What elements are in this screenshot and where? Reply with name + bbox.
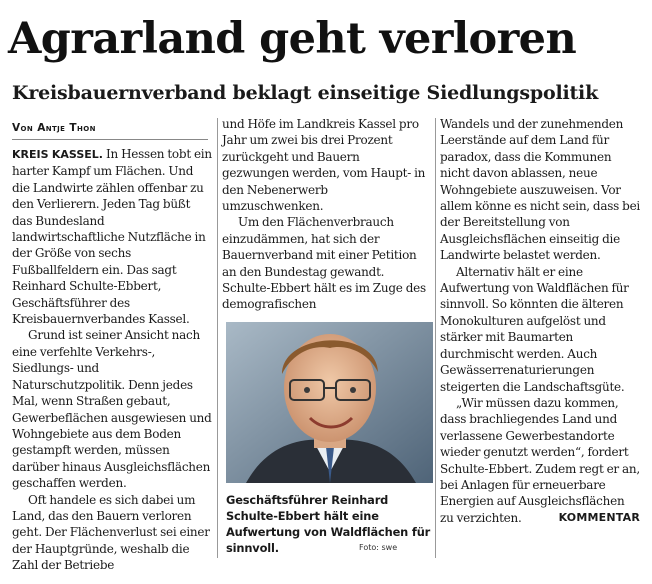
portrait-image [226, 322, 433, 483]
subheadline: Kreisbauernverband beklagt einseitige Siedlungspolitik [12, 82, 599, 104]
paragraph: und Höfe im Landkreis Kassel pro Jahr um zwei bis drei Prozent zurückgeht und Bauern gezwungen werden, vom Haupt- in den Nebenerwerb umzuschwenken. [222, 117, 426, 214]
paragraph: Oft handele es sich dabei um Land, das den Bauern verloren geht. Der Flächenverlust sei einer der Hauptgründe, weshalb die Zahl der Betriebe [12, 492, 210, 573]
paragraph: Um den Flächenverbrauch einzudämmen, hat sich der Bauernverband mit einer Petition an den Bundestag gewandt. Schulte-Ebbert hält es im Zuge des demografischen [222, 215, 426, 312]
article-column-2 [222, 116, 427, 313]
article-column-1 [12, 146, 212, 574]
paragraph [12, 146, 212, 327]
paragraph-text: In Hessen tobt ein harter Kampf um Flächen. Und die Landwirte zählen offenbar zu den Verlierern. Jeden Tag büßt das Bundesland landwirtschaftliche Nutzfläche in der Größe von sechs Fußballfeldern ein. Das sagt Reinhard Schulte-Ebbert, Geschäftsführer des Kreisbauernverbandes Kassel. [12, 147, 212, 327]
kommentar-tag: KOMMENTAR [558, 510, 640, 524]
byline-text: Von Antje Thon [12, 122, 96, 134]
byline [12, 121, 96, 135]
headline: Agrarland geht verloren [8, 14, 577, 64]
dateline: KREIS KASSEL. [12, 148, 103, 161]
byline-rule [12, 139, 208, 140]
portrait-photo [226, 322, 433, 483]
paragraph [440, 395, 640, 526]
paragraph-text: „Wir müssen dazu kommen, dass brachliegendes Land und verlassene Gewerbestandorte wieder genutzt werden“, fordert Schulte-Ebbert. Zudem regt er an, bei Anlagen für erneuerbare Energien auf Ausgleichsflächen zu verzichten. [440, 395, 640, 525]
column-divider [217, 118, 218, 558]
article-column-3 [440, 116, 640, 526]
paragraph: Wandels und der zunehmenden Leerstände auf dem Land für paradox, dass die Kommunen nicht davon ablassen, neue Wohngebiete auszuweisen. Vor allem könne es nicht sein, dass bei der Bereitstellung von Ausgleichsflächen einseitig die Landwirte belastet werden. [440, 117, 641, 263]
photo-credit: Foto: swe [359, 543, 398, 552]
paragraph: Grund ist seiner Ansicht nach eine verfehlte Verkehrs-, Siedlungs- und Naturschutzpolitik. Denn jedes Mal, wenn Straßen gebaut, Gewerbeflächen ausgewiesen und Wohngebiete aus dem Boden gestampft werden, müssen darüber hinaus Ausgleichsflächen geschaffen werden. [12, 328, 212, 491]
paragraph: Alternativ hält er eine Aufwertung von Waldflächen für sinnvoll. So könnten die älteren Monokulturen aufgelöst und stärker mit Baumarten durchmischt werden. Auch Gewässerrenaturierungen steigerten die Landschaftsgüte. [440, 264, 629, 394]
photo-caption: Geschäftsführer Reinhard Schulte-Ebbert hält eine Aufwertung von Waldflächen für sinnvoll. [226, 493, 431, 555]
